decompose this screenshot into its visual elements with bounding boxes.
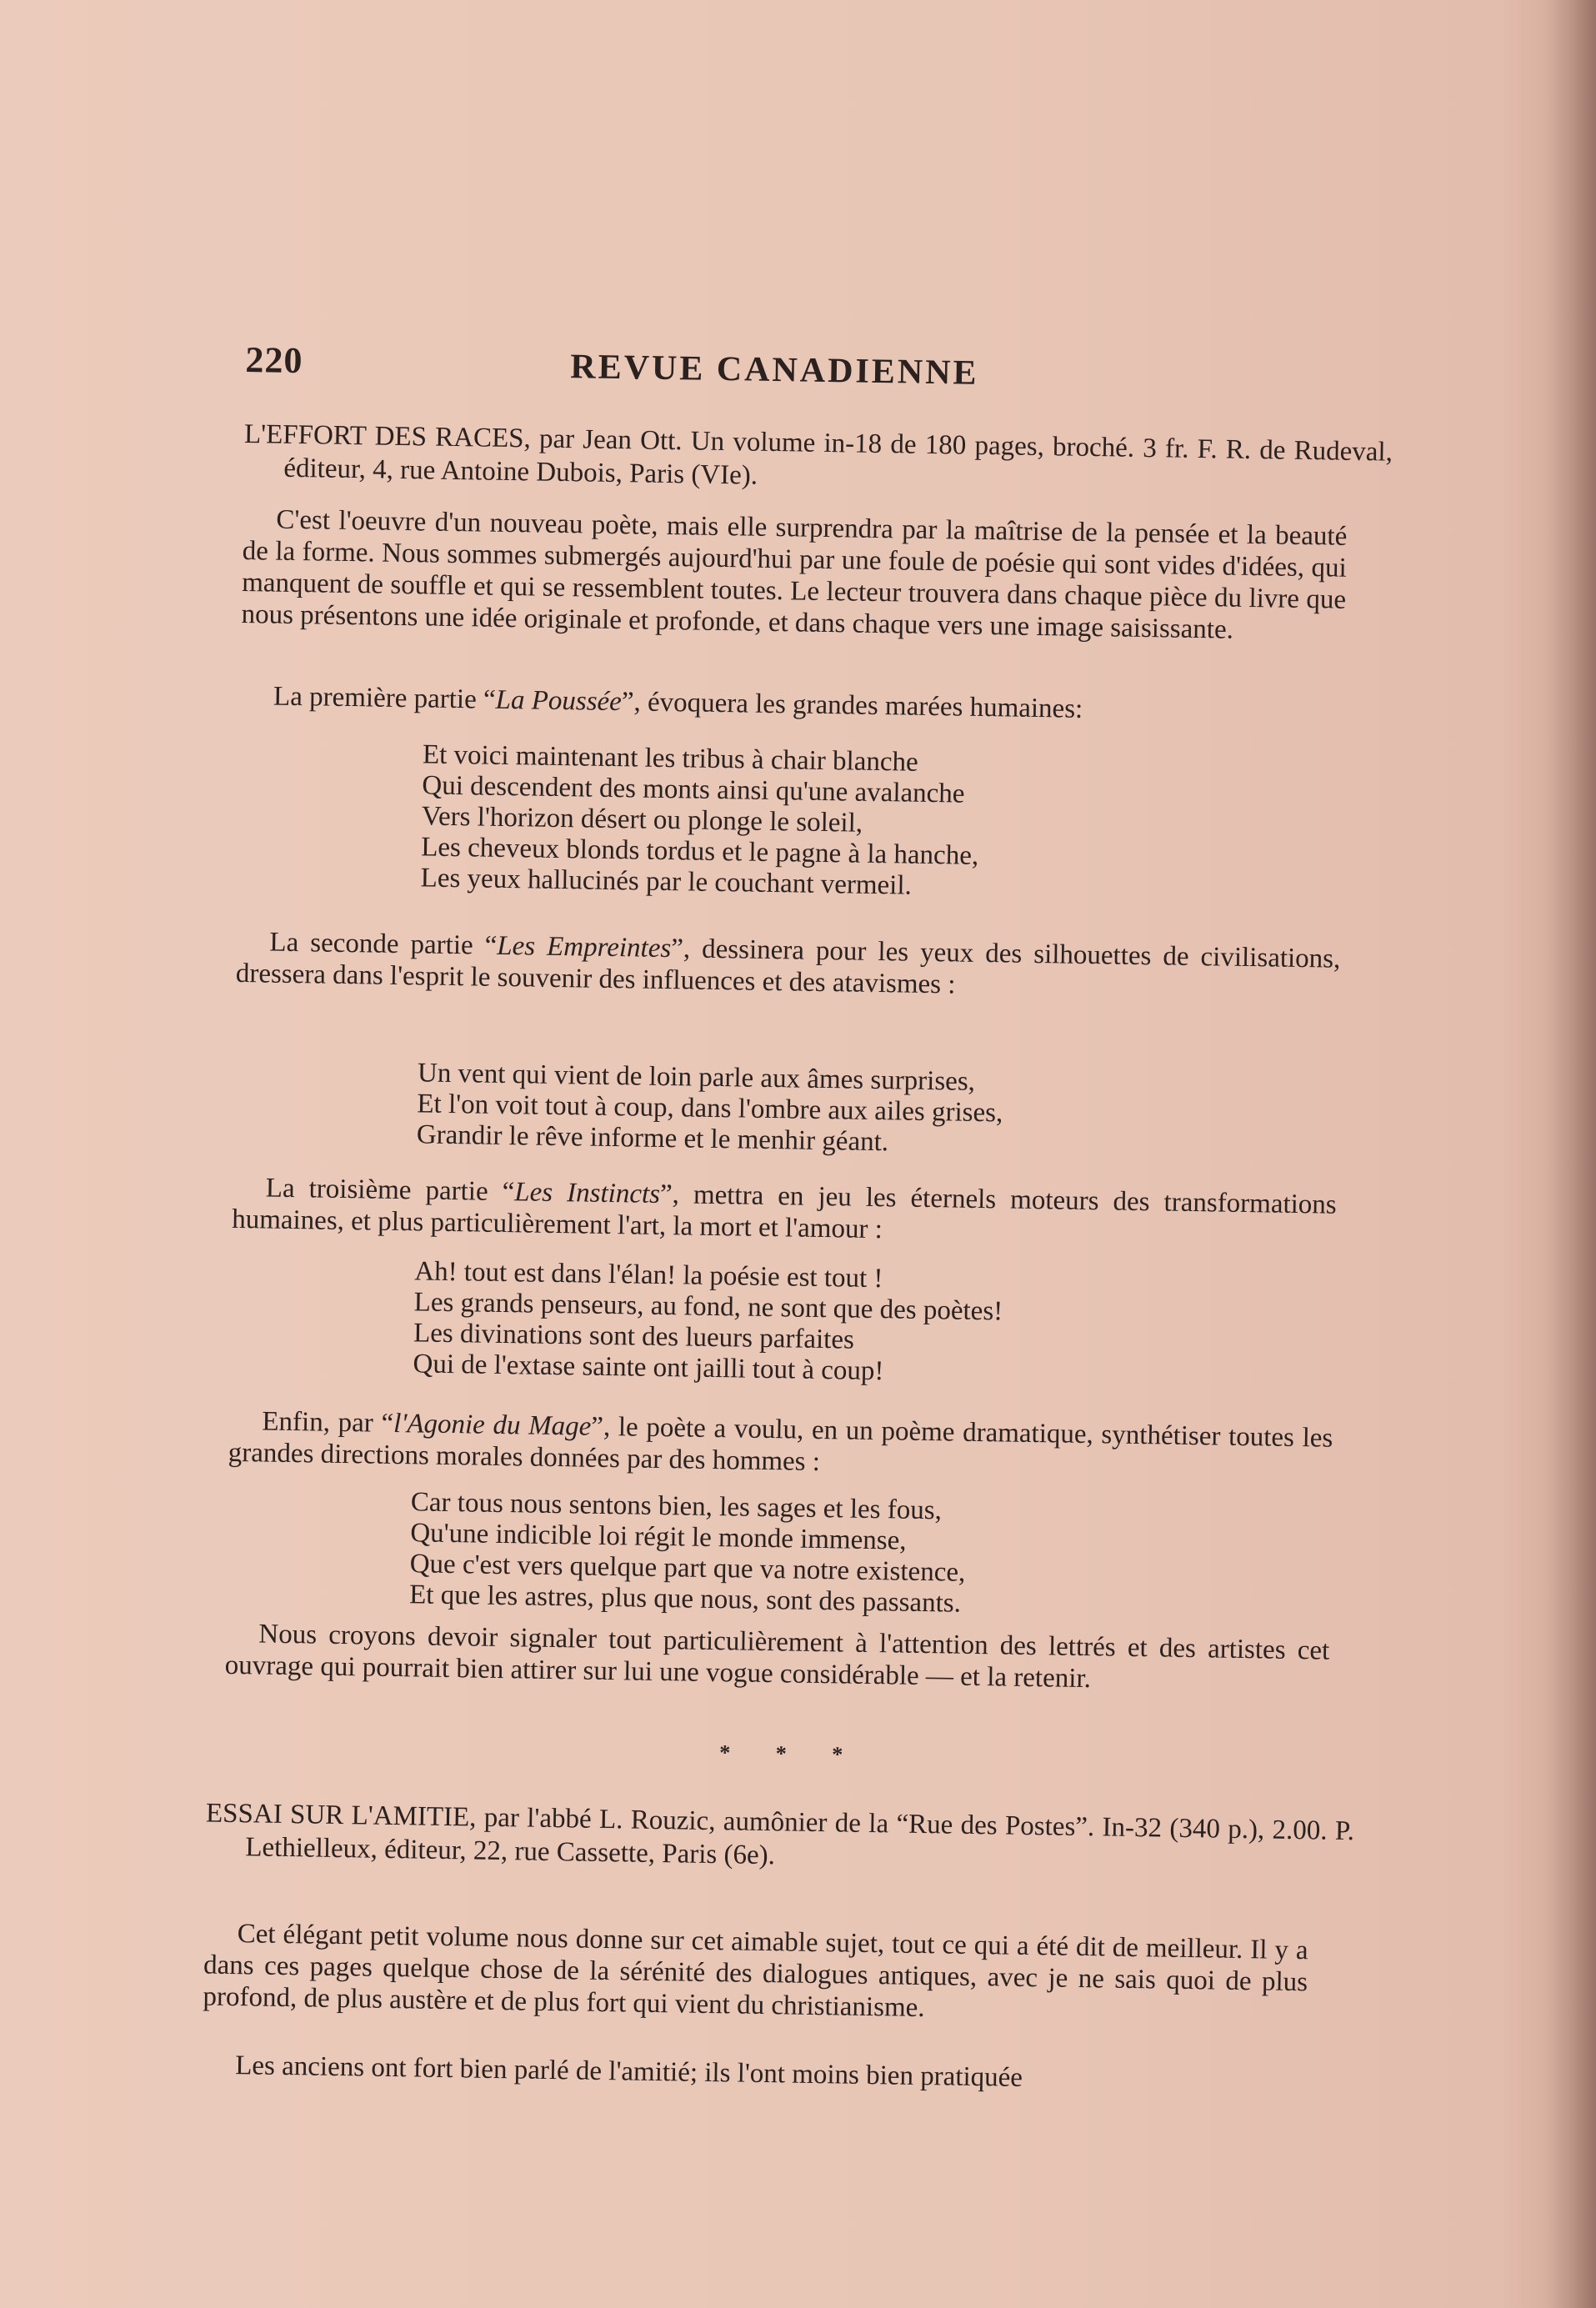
verse-line: Que c'est vers quelque part que va notre existence, (409, 1549, 966, 1588)
verse-quote (420, 739, 980, 902)
book-part-title: l'Agonie du Mage (393, 1408, 592, 1442)
book-part-title: Les Empreintes (497, 930, 672, 964)
verse-line: Qui de l'extase sainte ont jailli tout à coup! (413, 1349, 884, 1387)
verse-line: Qu'une indicible loi régit le monde immense, (410, 1518, 907, 1556)
book-gutter-shadow (1546, 0, 1596, 2308)
review-paragraph: C'est l'oeuvre d'un nouveau poète, mais elle surprendra par la maîtrise de la pensée et la beauté de la forme. Nous sommes submergés aujourd'hui par une foule de poésie qui sont vides d'idées, qui manquent de souffle et qui se ressemblent toutes. Le lecteur trouvera dans chaque pièce du livre que nous présentons une idée originale et profonde, et dans chaque vers une image saisissante. (241, 504, 1348, 645)
verse-line: Et l'on voit tout à coup, dans l'ombre aux ailes grises, (417, 1089, 1003, 1129)
review-heading-effort-des-races: L'EFFORT DES RACES, par Jean Ott. Un volume in-18 de 180 pages, broché. 3 fr. F. R. de Rudeval, éditeur, 4, rue Antoine Dubois, Paris (VIe). (243, 419, 1393, 491)
verse-line: Ah! tout est dans l'élan! la poésie est tout ! (413, 1256, 883, 1294)
verse-line: Les cheveux blonds tordus et le pagne à la hanche, (420, 832, 979, 871)
verse-line: Car tous nous sentons bien, les sages et les fous, (410, 1487, 943, 1526)
verse-line: Les grands penseurs, au fond, ne sont que des poètes! (413, 1287, 1003, 1327)
running-title: REVUE CANADIENNE (569, 348, 979, 393)
verse-quote (417, 1058, 1004, 1159)
review-paragraph: La seconde partie “Les Empreintes”, dessinera pour les yeux des silhouettes de civilisations, dressera dans l'esprit le souvenir des influences et des atavismes : (235, 927, 1341, 1000)
verse-quote (413, 1256, 1003, 1389)
verse-line: Et que les astres, plus que nous, sont des passants. (408, 1580, 962, 1619)
review-heading-essai-sur-l-amitie: ESSAI SUR L'AMITIE, par l'abbé L. Rouzic, aumônier de la “Rue des Postes”. In-32 (340 p.), 2.00. P. Lethielleux, éditeur, 22, rue Cassette, Paris (6e). (205, 1798, 1355, 1871)
verse-line: Un vent qui vient de loin parle aux âmes surprises, (417, 1058, 976, 1097)
verse-line: Les yeux hallucinés par le couchant vermeil. (420, 863, 913, 901)
verse-line: Et voici maintenant les tribus à chair blanche (422, 739, 918, 778)
review-paragraph: Nous croyons devoir signaler tout particulièrement à l'attention des lettrés et des artistes cet ouvrage qui pourrait bien attirer sur lui une vogue considérable — et la retenir. (224, 1619, 1330, 1695)
book-part-title: La Poussée (495, 684, 623, 718)
review-paragraph: La première partie “La Poussée”, évoquera les grandes marées humaines: (273, 681, 1083, 724)
section-separator: * * * (719, 1740, 863, 1767)
verse-line: Vers l'horizon désert ou plonge le soleil, (421, 801, 863, 839)
verse-line: Les divinations sont des lueurs parfaites (413, 1318, 855, 1355)
review-paragraph: La troisième partie “Les Instincts”, mettra en jeu les éternels moteurs des transformations humaines, et plus particulièrement l'art, la mort et l'amour : (231, 1173, 1337, 1245)
verse-line: Qui descendent des monts ainsi qu'une avalanche (422, 770, 965, 809)
page-number: 220 (245, 339, 303, 382)
book-part-title: Les Instincts (514, 1177, 661, 1209)
review-paragraph: Enfin, par “l'Agonie du Mage”, le poète a voulu, en un poème dramatique, synthétiser toutes les grandes directions morales données par des hommes : (228, 1406, 1333, 1478)
verse-line: Grandir le rêve informe et le menhir géant. (416, 1119, 889, 1158)
verse-quote (409, 1487, 967, 1619)
review-paragraph: Les anciens ont fort bien parlé de l'amitié; ils l'ont moins bien pratiquée (235, 2050, 1023, 2093)
review-paragraph: Cet élégant petit volume nous donne sur cet aimable sujet, tout ce qui a été dit de meilleur. Il y a dans ces pages quelque chose de la sérénité des dialogues antiques, avec je ne sais quoi de plus profond, de plus austère et de plus fort qui vient du christianisme. (203, 1919, 1308, 2024)
